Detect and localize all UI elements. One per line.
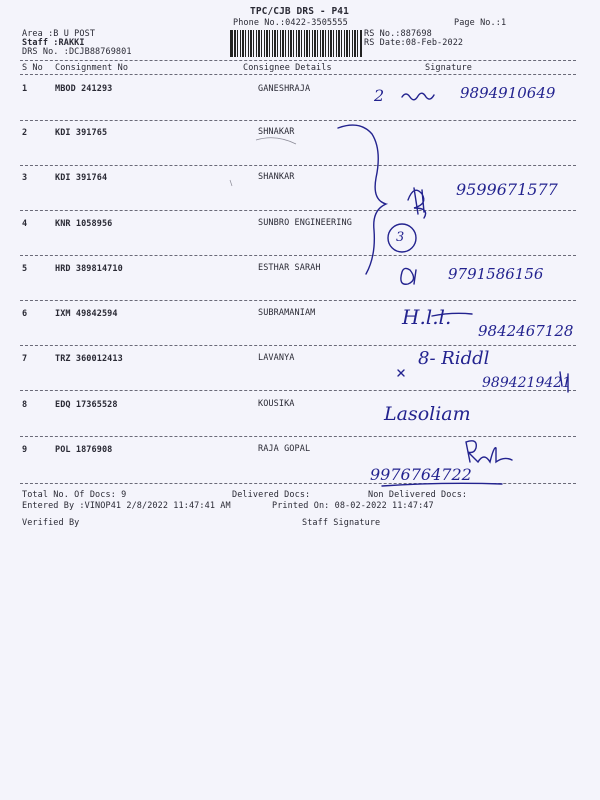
- row-sno: 7: [22, 354, 28, 364]
- signature-prefix: 2: [374, 86, 385, 105]
- col-header-sno: S No: [22, 63, 43, 73]
- printed-on: Printed On: 08-02-2022 11:47:47: [272, 501, 434, 511]
- rs-number: RS No.:887698: [364, 29, 432, 39]
- entered-by: Entered By :VINOP41 2/8/2022 11:47:41 AM: [22, 501, 231, 511]
- document-title: TPC/CJB DRS - P41: [250, 6, 349, 17]
- row-consignment: KDI 391765: [55, 128, 108, 138]
- total-docs: Total No. Of Docs: 9: [22, 490, 127, 500]
- verified-by: Verified By: [22, 518, 80, 528]
- row-sno: 3: [22, 173, 28, 183]
- signature-phone: 9791586156: [448, 265, 544, 283]
- row-consignment: TRZ 360012413: [55, 354, 123, 364]
- row-sno: 9: [22, 445, 28, 455]
- row-sno: 5: [22, 264, 28, 274]
- non-delivered-docs: Non Delivered Docs:: [368, 490, 468, 500]
- row-sno: 4: [22, 219, 28, 229]
- signature-circled-number: 3: [396, 230, 405, 245]
- signature-phone: 9894910649: [460, 84, 556, 102]
- col-header-signature: Signature: [425, 63, 472, 73]
- signature-scribble: [401, 268, 416, 284]
- signature-phone: 9894219421: [482, 375, 572, 391]
- signature-scribble: [402, 93, 434, 100]
- row-sno: 6: [22, 309, 28, 319]
- signature-scribble: [466, 441, 512, 462]
- drs-number: DRS No. :DCJB88769801: [22, 47, 132, 57]
- row-consignment: HRD 389814710: [55, 264, 123, 274]
- signature-phone: 9599671577: [456, 180, 558, 199]
- row-consignment: EDQ 17365528: [55, 400, 118, 410]
- row-consignee: SHANKAR: [258, 172, 295, 182]
- row-sno: 2: [22, 128, 28, 138]
- col-header-consignment: Consignment No: [55, 63, 129, 73]
- row-consignment: IXM 49842594: [55, 309, 118, 319]
- signature-scribble: [560, 372, 568, 392]
- signature-name: H.l.l.: [402, 305, 452, 329]
- phone-number: Phone No.:0422-3505555: [233, 18, 348, 28]
- row-consignee: SUNBRO ENGINEERING: [258, 218, 352, 228]
- signature-scribble: [408, 188, 426, 218]
- signature-scribble: [398, 370, 404, 376]
- signature-name: 8- Riddl: [418, 348, 490, 369]
- page-number: Page No.:1: [454, 18, 507, 28]
- signature-scribble: [432, 313, 472, 316]
- signature-scribble: [382, 483, 502, 486]
- row-consignment: POL 1876908: [55, 445, 113, 455]
- signature-phone: 9842467128: [478, 322, 574, 340]
- area-label: Area :B U POST: [22, 29, 96, 39]
- row-consignee: KOUSIKA: [258, 399, 295, 409]
- row-consignee: SUBRAMANIAM: [258, 308, 316, 318]
- smudge-mark: [256, 138, 296, 144]
- circle-mark: [388, 224, 416, 252]
- bracket-mark: [338, 125, 386, 274]
- row-sno: 1: [22, 84, 28, 94]
- row-consignment: KDI 391764: [55, 173, 108, 183]
- row-consignee: GANESHRAJA: [258, 84, 311, 94]
- row-consignee: LAVANYA: [258, 353, 295, 363]
- col-header-consignee: Consignee Details: [243, 63, 332, 73]
- row-consignee: ESTHAR SARAH: [258, 263, 321, 273]
- staff-signature-label: Staff Signature: [302, 518, 381, 528]
- delivered-docs: Delivered Docs:: [232, 490, 311, 500]
- row-consignment: KNR 1058956: [55, 219, 113, 229]
- staff-label: Staff :RAKKI: [22, 38, 85, 48]
- row-consignee: SHNAKAR: [258, 127, 295, 137]
- smudge-mark: [230, 180, 232, 186]
- row-sno: 8: [22, 400, 28, 410]
- row-consignee: RAJA GOPAL: [258, 444, 311, 454]
- signature-name: Lasoliam: [384, 403, 471, 425]
- row-consignment: MBOD 241293: [55, 84, 113, 94]
- signature-phone: 9976764722: [370, 465, 472, 484]
- rs-date: RS Date:08-Feb-2022: [364, 38, 464, 48]
